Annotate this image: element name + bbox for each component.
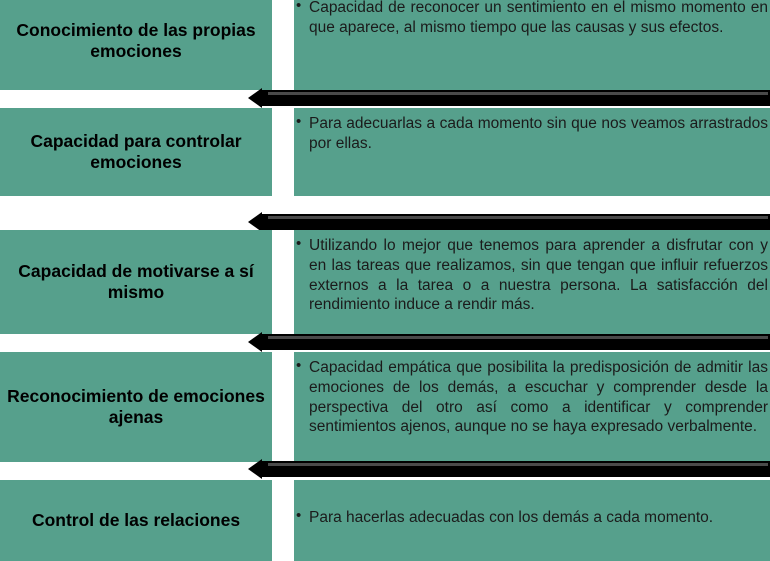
competency-label-text: Conocimiento de las propias emociones <box>16 20 256 61</box>
competency-description-text: Utilizando lo mejor que tenemos para aprender a disfrutar con y en las tareas que realizamos, sin que tengan que influir refuerzos externos a la tarea o a nuestra persona. La satisfacción del rendimiento induce a rendir más. <box>309 237 768 314</box>
row-gap <box>272 108 294 196</box>
competency-description-text: Para hacerlas adecuadas con los demás a cada momento. <box>309 509 714 526</box>
arrow-head-icon <box>248 459 262 479</box>
arrow-highlight <box>268 216 768 219</box>
competency-label-box <box>0 352 272 462</box>
competency-description-box <box>294 352 770 462</box>
competency-label-text: Capacidad para controlar emociones <box>30 131 242 172</box>
competency-description-text: Para adecuarlas a cada momento sin que nos veamos arrastrados por ellas. <box>309 115 768 152</box>
arrow-head-icon <box>248 212 262 232</box>
competency-description-text: Capacidad de reconocer un sentimiento en el mismo momento en que aparece, al mismo tiempo que las causas y sus efectos. <box>309 0 768 36</box>
bullet-icon: • <box>296 113 302 130</box>
competency-label-text: Control de las relaciones <box>31 510 241 531</box>
competency-label-box <box>0 108 272 196</box>
competency-label-text: Reconocimiento de emociones ajenas <box>7 386 265 427</box>
diagram-row <box>0 108 770 196</box>
diagram-row <box>0 230 770 334</box>
competency-description-box <box>294 0 770 90</box>
arrow-head-icon <box>248 88 262 108</box>
diagram-row <box>0 0 770 90</box>
diagram-row <box>0 352 770 462</box>
connector-arrow <box>262 90 770 106</box>
competency-label-text: Capacidad de motivarse a sí mismo <box>18 261 254 302</box>
bullet-icon: • <box>296 507 302 524</box>
competency-label-box <box>0 230 272 334</box>
competency-description-box <box>294 108 770 196</box>
row-gap <box>272 352 294 462</box>
arrow-head-icon <box>248 332 262 352</box>
arrow-highlight <box>268 336 768 339</box>
competency-description-text: Capacidad empática que posibilita la predisposición de admitir las emociones de los demás, a escuchar y comprender desde la perspectiva del otro así como a identificar y comprender sentimientos ajenos, aunque no se haya expresado verbalmente. <box>309 359 768 436</box>
competency-description-box <box>294 480 770 561</box>
row-gap <box>272 230 294 334</box>
arrow-highlight <box>268 463 768 466</box>
connector-arrow <box>262 461 770 477</box>
competency-label-box <box>0 0 272 90</box>
competency-label-box <box>0 480 272 561</box>
bullet-icon: • <box>296 0 302 14</box>
bullet-icon: • <box>296 357 302 374</box>
connector-arrow <box>262 214 770 230</box>
row-gap <box>272 0 294 90</box>
connector-arrow <box>262 334 770 350</box>
arrow-highlight <box>268 92 768 95</box>
diagram-row <box>0 480 770 561</box>
row-gap <box>272 480 294 561</box>
competency-description-box <box>294 230 770 334</box>
bullet-icon: • <box>296 235 302 252</box>
